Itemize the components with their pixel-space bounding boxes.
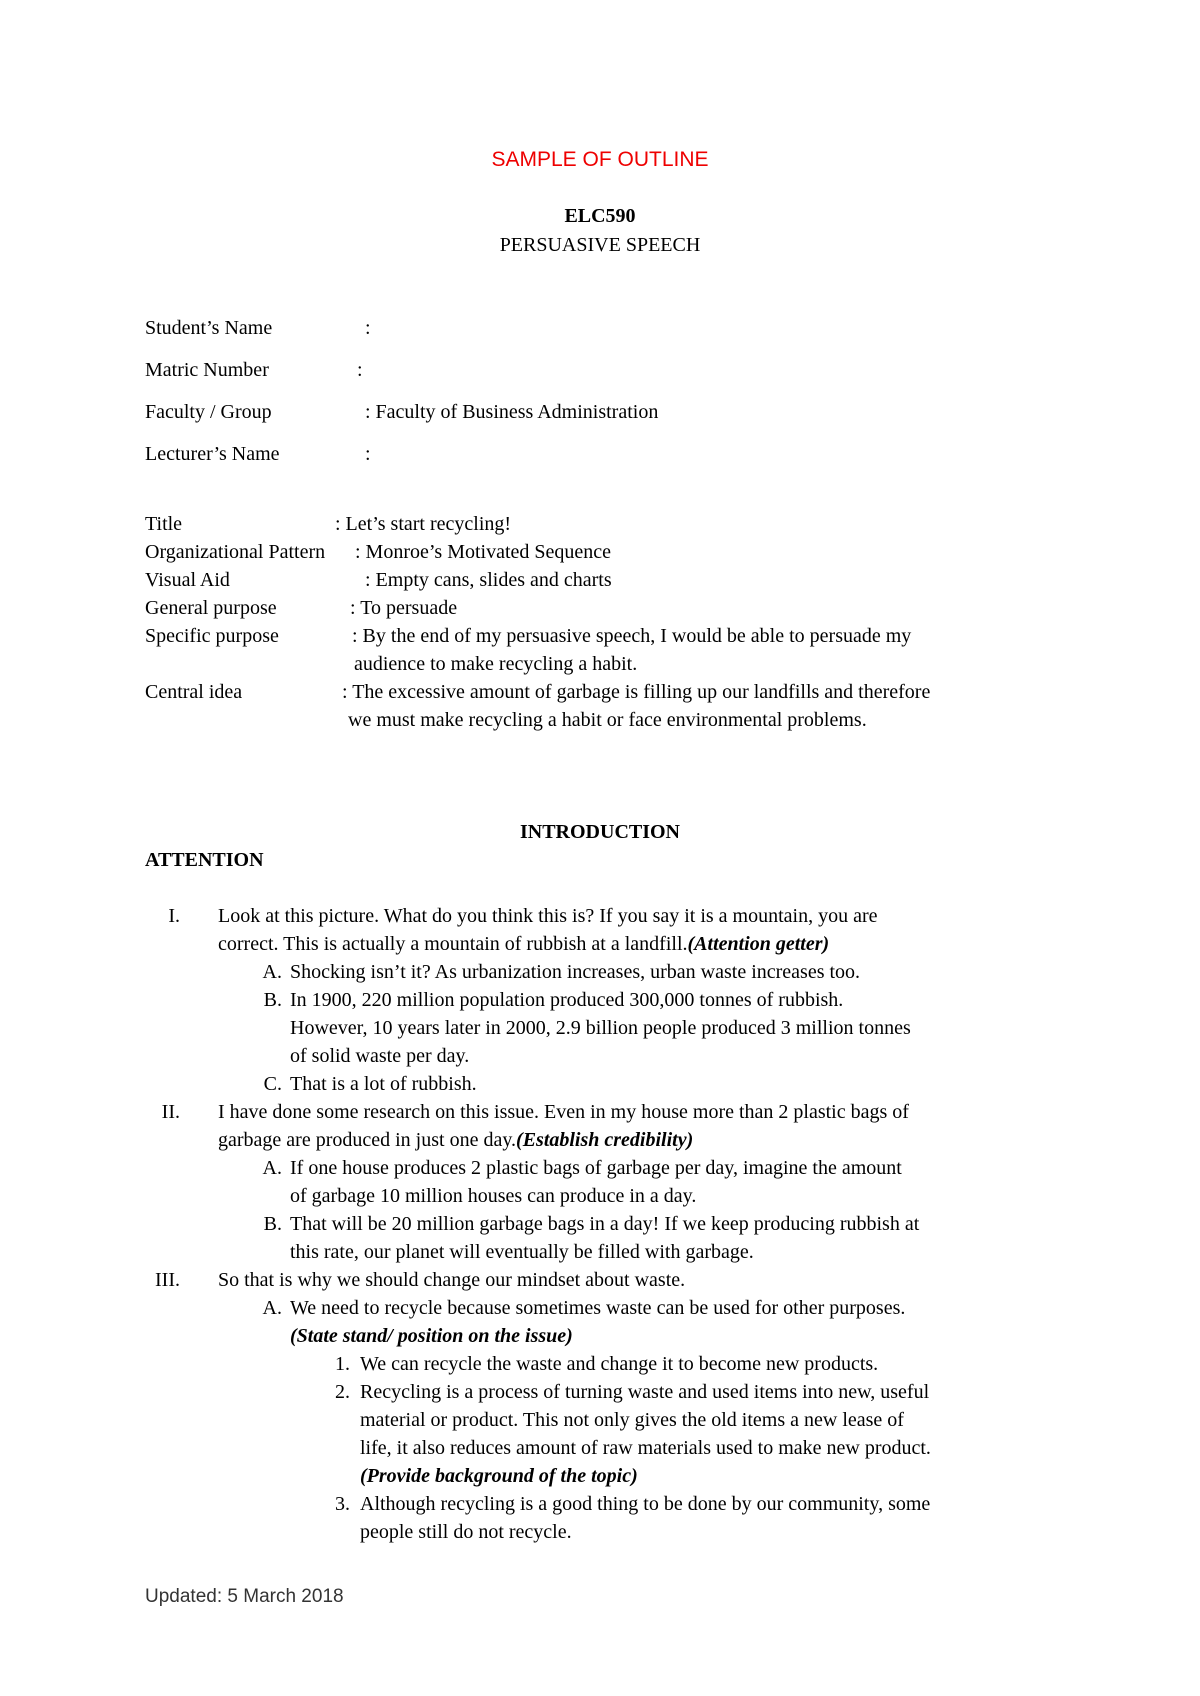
outline-letter: C. (263, 1073, 282, 1095)
outline-letter: A. (262, 1297, 282, 1319)
updated-date-footer: Updated: 5 March 2018 (145, 1586, 344, 1607)
outline-subnumber: 1. (335, 1353, 350, 1375)
outline-subsubtext: people still do not recycle. (360, 1521, 572, 1543)
central-idea-line-2: we must make recycling a habit or face environmental problems. (348, 709, 867, 731)
outline-letter: B. (263, 989, 282, 1011)
general-purpose-row (145, 594, 1075, 622)
matric-number-value: : (357, 359, 363, 381)
outline-text-with-note (218, 930, 829, 958)
visual-aid-row (145, 566, 1075, 594)
outline-subtext: In 1900, 220 million population produced 300,000 tonnes of rubbish. (290, 989, 844, 1011)
student-name-value: : (365, 317, 371, 339)
central-idea-row (145, 678, 1075, 734)
matric-number-row (145, 356, 1045, 384)
speech-type: PERSUASIVE SPEECH (499, 234, 701, 256)
central-idea-label: Central idea (145, 681, 243, 703)
specific-purpose-row (145, 622, 1075, 678)
outline-subsubtext: Recycling is a process of turning waste and used items into new, useful (360, 1381, 930, 1403)
outline-subsubtext: material or product. This not only gives the old items a new lease of (360, 1409, 904, 1431)
general-purpose-value: : To persuade (350, 597, 458, 619)
outline-subsubtext: Although recycling is a good thing to be done by our community, some (360, 1493, 931, 1515)
outline-number: III. (155, 1269, 180, 1291)
introduction-heading: INTRODUCTION (519, 821, 681, 843)
outline-letter: A. (262, 1157, 282, 1179)
faculty-group-value: : Faculty of Business Administration (365, 401, 659, 423)
outline-text: I have done some research on this issue. Even in my house more than 2 plastic bags of (218, 1101, 909, 1123)
visual-aid-value: : Empty cans, slides and charts (365, 569, 612, 591)
central-idea-line-1: : The excessive amount of garbage is filling up our landfills and therefore (342, 681, 931, 703)
outline-text: So that is why we should change our mindset about waste. (218, 1269, 686, 1291)
outline-text: correct. This is actually a mountain of rubbish at a landfill. (218, 933, 688, 955)
outline-subtext: this rate, our planet will eventually be filled with garbage. (290, 1241, 754, 1263)
outline-letter: B. (263, 1213, 282, 1235)
specific-purpose-label: Specific purpose (145, 625, 279, 647)
faculty-group-row (145, 398, 1045, 426)
outline-text: Look at this picture. What do you think this is? If you say it is a mountain, you are (218, 905, 878, 927)
outline-subsubtext: We can recycle the waste and change it to become new products. (360, 1353, 879, 1375)
lecturer-name-label: Lecturer’s Name (145, 443, 280, 465)
lecturer-name-row (145, 440, 1045, 468)
organizational-pattern-label: Organizational Pattern (145, 541, 326, 563)
outline-subtext: We need to recycle because sometimes waste can be used for other purposes. (290, 1297, 906, 1319)
outline-subtext: of garbage 10 million houses can produce in a day. (290, 1185, 697, 1207)
outline-subtext: However, 10 years later in 2000, 2.9 billion people produced 3 million tonnes (290, 1017, 911, 1039)
matric-number-label: Matric Number (145, 359, 269, 381)
state-stand-note: (State stand/ position on the issue) (290, 1325, 573, 1347)
establish-credibility-note: (Establish credibility) (516, 1129, 694, 1151)
course-code: ELC590 (564, 205, 636, 227)
outline-subsubtext: life, it also reduces amount of raw materials used to make new product. (360, 1437, 931, 1459)
lecturer-name-value: : (365, 443, 371, 465)
attention-heading: ATTENTION (145, 849, 264, 871)
outline-letter: A. (262, 961, 282, 983)
outline-subtext: That is a lot of rubbish. (290, 1073, 477, 1095)
speech-title-label: Title (145, 513, 183, 535)
student-name-row (145, 314, 1045, 342)
specific-purpose-line-2: audience to make recycling a habit. (354, 653, 638, 675)
outline-subnumber: 2. (335, 1381, 350, 1403)
faculty-group-label: Faculty / Group (145, 401, 272, 423)
specific-purpose-line-1: : By the end of my persuasive speech, I would be able to persuade my (352, 625, 912, 647)
outline-subtext: Shocking isn’t it? As urbanization increases, urban waste increases too. (290, 961, 861, 983)
general-purpose-label: General purpose (145, 597, 277, 619)
document-title: SAMPLE OF OUTLINE (491, 148, 709, 171)
speech-title-value: : Let’s start recycling! (335, 513, 512, 535)
outline-text: garbage are produced in just one day. (218, 1129, 517, 1151)
attention-getter-note: (Attention getter) (687, 933, 830, 955)
organizational-pattern-value: : Monroe’s Motivated Sequence (355, 541, 612, 563)
visual-aid-label: Visual Aid (145, 569, 230, 591)
organizational-pattern-row (145, 538, 1075, 566)
outline-number: II. (161, 1101, 180, 1123)
speech-title-row (145, 510, 1075, 538)
outline-subtext: of solid waste per day. (290, 1045, 470, 1067)
student-name-label: Student’s Name (145, 317, 273, 339)
outline-subtext: If one house produces 2 plastic bags of garbage per day, imagine the amount (290, 1157, 902, 1179)
outline-text-with-note (218, 1126, 693, 1154)
outline-number: I. (168, 905, 180, 927)
background-topic-note: (Provide background of the topic) (360, 1465, 638, 1487)
outline-subtext: That will be 20 million garbage bags in a day! If we keep producing rubbish at (290, 1213, 920, 1235)
outline-subnumber: 3. (335, 1493, 350, 1515)
